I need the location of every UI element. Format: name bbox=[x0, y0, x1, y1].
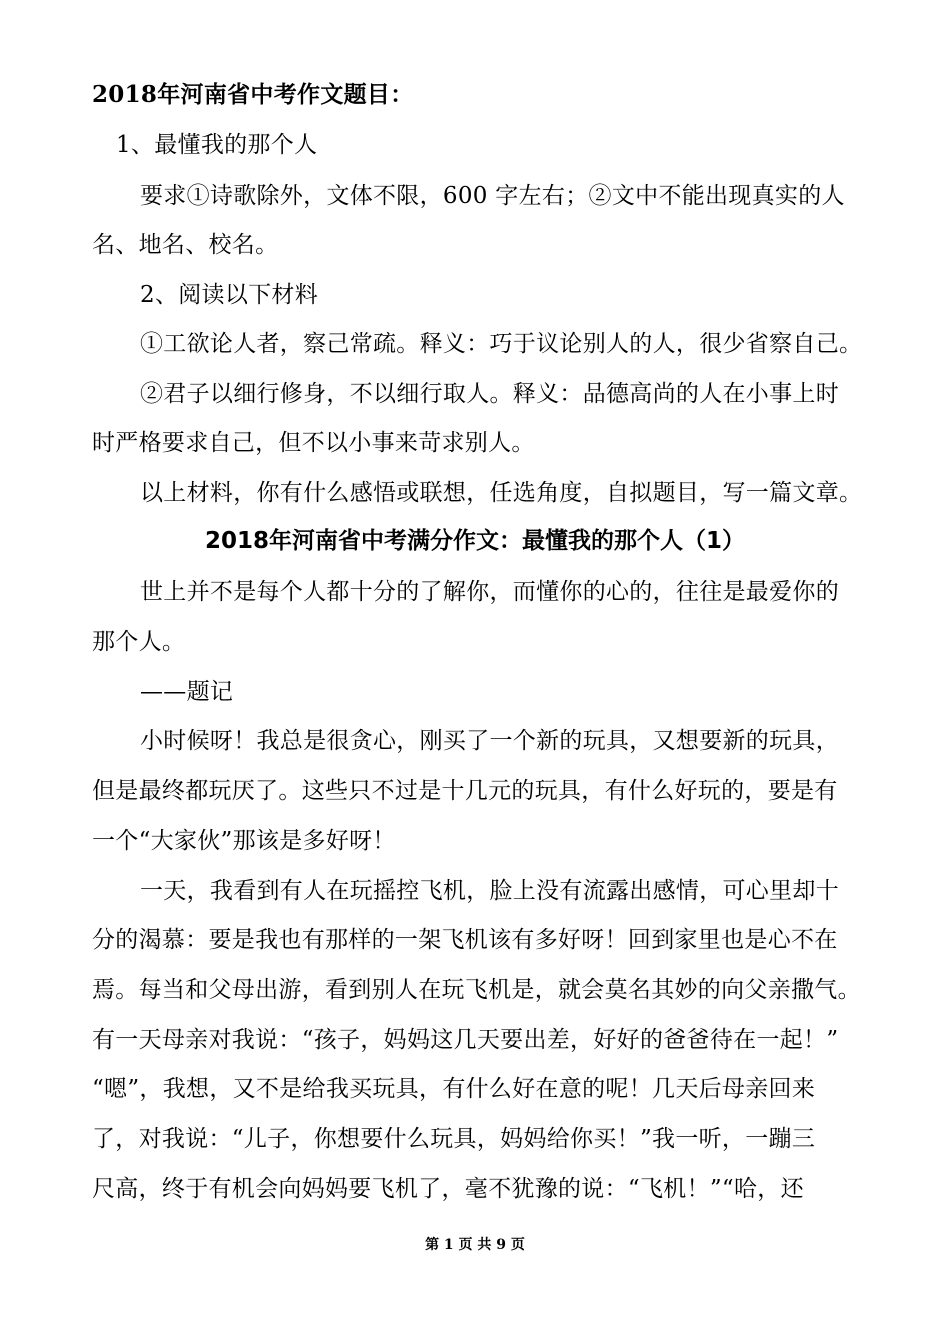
material-2-line-1: ②君子以细行修身，不以细行取人。释义：品德高尚的人在小事上时 bbox=[140, 381, 839, 407]
prompt-2-task: 以上材料，你有什么感悟或联想，任选角度，自拟题目，写一篇文章。 bbox=[140, 480, 863, 506]
paragraph-1-line-3: 一个“大家伙”那该是多好呀！ bbox=[92, 828, 396, 854]
exam-heading: 2018年河南省中考作文题目： bbox=[92, 81, 414, 108]
epigraph-line-2: 那个人。 bbox=[92, 629, 186, 655]
essay-title: 2018年河南省中考满分作文：最懂我的那个人（1） bbox=[204, 528, 746, 554]
paragraph-1-line-2: 但是最终都玩厌了。这些只不过是十几元的玩具，有什么好玩的，要是有 bbox=[92, 778, 838, 804]
paragraph-2-line-2: 分的渴慕：要是我也有那样的一架飞机该有多好呀！回到家里也是心不在 bbox=[92, 927, 838, 953]
epigraph-line-1: 世上并不是每个人都十分的了解你，而懂你的心的，往往是最爱你的 bbox=[140, 579, 839, 605]
paragraph-2-line-7: 尺高，终于有机会向妈妈要飞机了，毫不犹豫的说：“飞机！”“哈，还 bbox=[92, 1176, 804, 1202]
epigraph-signature: ——题记 bbox=[140, 679, 234, 705]
page-number-footer: 第 1 页 共 9 页 bbox=[425, 1237, 525, 1253]
material-2-line-2: 时严格要求自己，但不以小事来苛求别人。 bbox=[92, 430, 535, 456]
prompt-2-title: 2、阅读以下材料 bbox=[140, 282, 319, 308]
paragraph-2-line-5: “嗯”，我想，又不是给我买玩具，有什么好在意的呢！几天后母亲回来 bbox=[92, 1076, 816, 1102]
prompt-1-title: 1、最懂我的那个人 bbox=[116, 132, 318, 158]
paragraph-1-line-1: 小时候呀！我总是很贪心，刚买了一个新的玩具，又想要新的玩具， bbox=[140, 728, 839, 754]
paragraph-2-line-3: 焉。每当和父母出游，看到别人在玩飞机是，就会莫名其妙的向父亲撒气。 bbox=[92, 977, 861, 1003]
prompt-1-requirement-line-2: 名、地名、校名。 bbox=[92, 232, 279, 258]
paragraph-2-line-6: 了，对我说：“儿子，你想要什么玩具，妈妈给你买！”我一听，一蹦三 bbox=[92, 1126, 816, 1152]
paragraph-2-line-4: 有一天母亲对我说：“孩子，妈妈这几天要出差，好好的爸爸待在一起！” bbox=[92, 1027, 839, 1053]
paragraph-2-line-1: 一天，我看到有人在玩摇控飞机，脸上没有流露出感情，可心里却十 bbox=[140, 878, 839, 904]
material-1: ①工欲论人者，察己常疏。释义：巧于议论别人的人，很少省察自己。 bbox=[140, 331, 863, 357]
prompt-1-requirement-line-1: 要求①诗歌除外，文体不限，600 字左右；②文中不能出现真实的人 bbox=[140, 183, 845, 209]
